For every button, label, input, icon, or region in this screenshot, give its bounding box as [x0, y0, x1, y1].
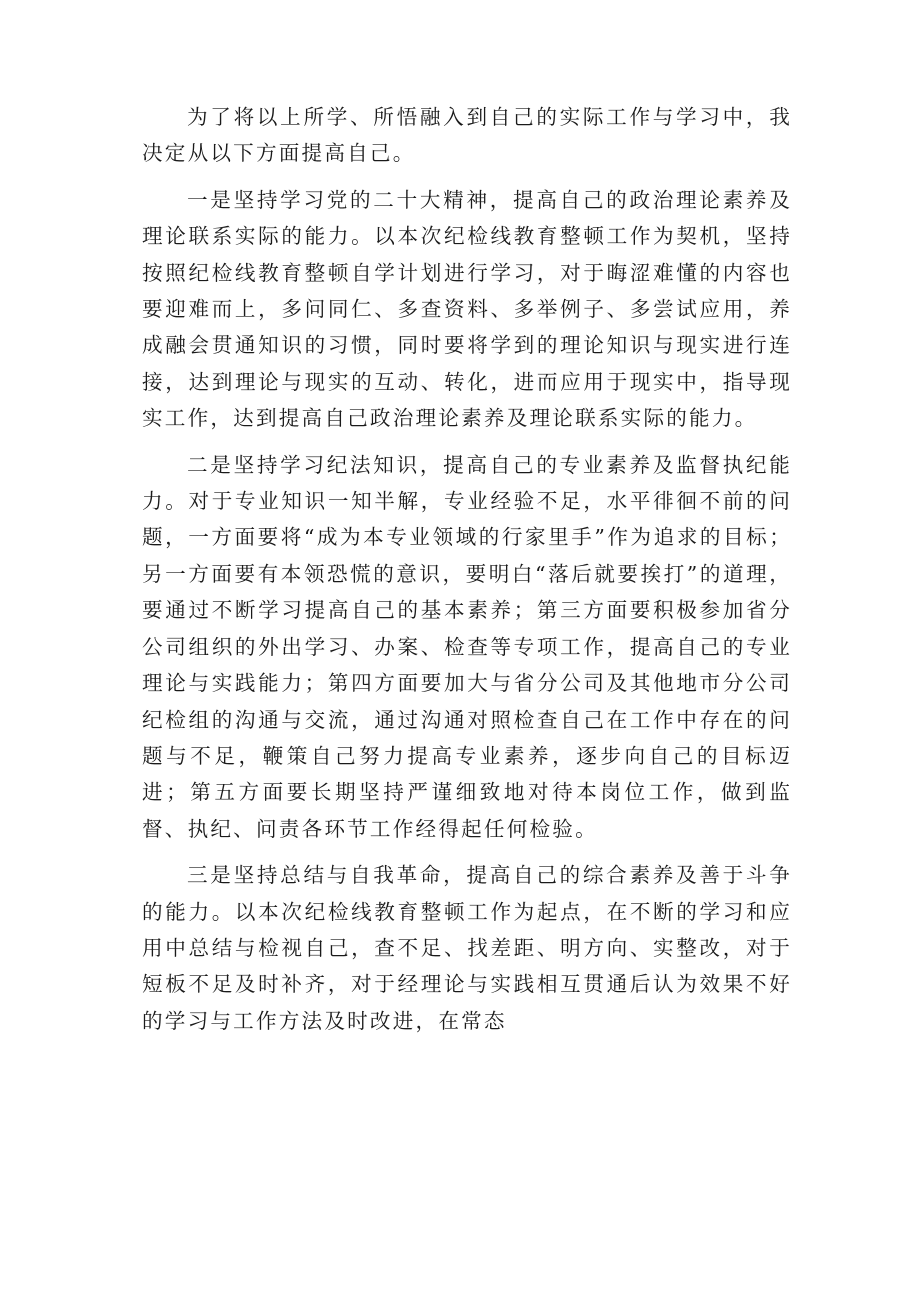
- document-body: [142, 99, 792, 1039]
- paragraph-point-two: 二是坚持学习纪法知识，提高自己的专业素养及监督执纪能力。对于专业知识一知半解，专业经验不足，水平徘徊不前的问题，一方面要将“成为本专业领域的行家里手”作为追求的目标；另一方面要有本领恐慌的意识，要明白“落后就要挨打”的道理，要通过不断学习提高自己的基本素养；第三方面要积极参加省分公司组织的外出学习、办案、检查等专项工作，提高自己的专业理论与实践能力；第四方面要加大与省分公司及其他地市分公司纪检组的沟通与交流，通过沟通对照检查自己在工作中存在的问题与不足，鞭策自己努力提高专业素养，逐步向自己的目标迈进；第五方面要长期坚持严谨细致地对待本岗位工作，做到监督、执纪、问责各环节工作经得起任何检验。: [142, 452, 792, 841]
- paragraph-point-three: 三是坚持总结与自我革命，提高自己的综合素养及善于斗争的能力。以本次纪检线教育整顿工作为起点，在不断的学习和应用中总结与检视自己，查不足、找差距、明方向、实整改，对于短板不足及时补齐，对于经理论与实践相互贯通后认为效果不好的学习与工作方法及时改进，在常态: [142, 863, 792, 1033]
- paragraph-point-one: 一是坚持学习党的二十大精神，提高自己的政治理论素养及理论联系实际的能力。以本次纪检线教育整顿工作为契机，坚持按照纪检线教育整顿自学计划进行学习，对于晦涩难懂的内容也要迎难而上，多问同仁、多查资料、多举例子、多尝试应用，养成融会贯通知识的习惯，同时要将学到的理论知识与现实进行连接，达到理论与现实的互动、转化，进而应用于现实中，指导现实工作，达到提高自己政治理论素养及理论联系实际的能力。: [142, 187, 792, 431]
- paragraph-intro: 为了将以上所学、所悟融入到自己的实际工作与学习中，我决定从以下方面提高自己。: [142, 105, 792, 166]
